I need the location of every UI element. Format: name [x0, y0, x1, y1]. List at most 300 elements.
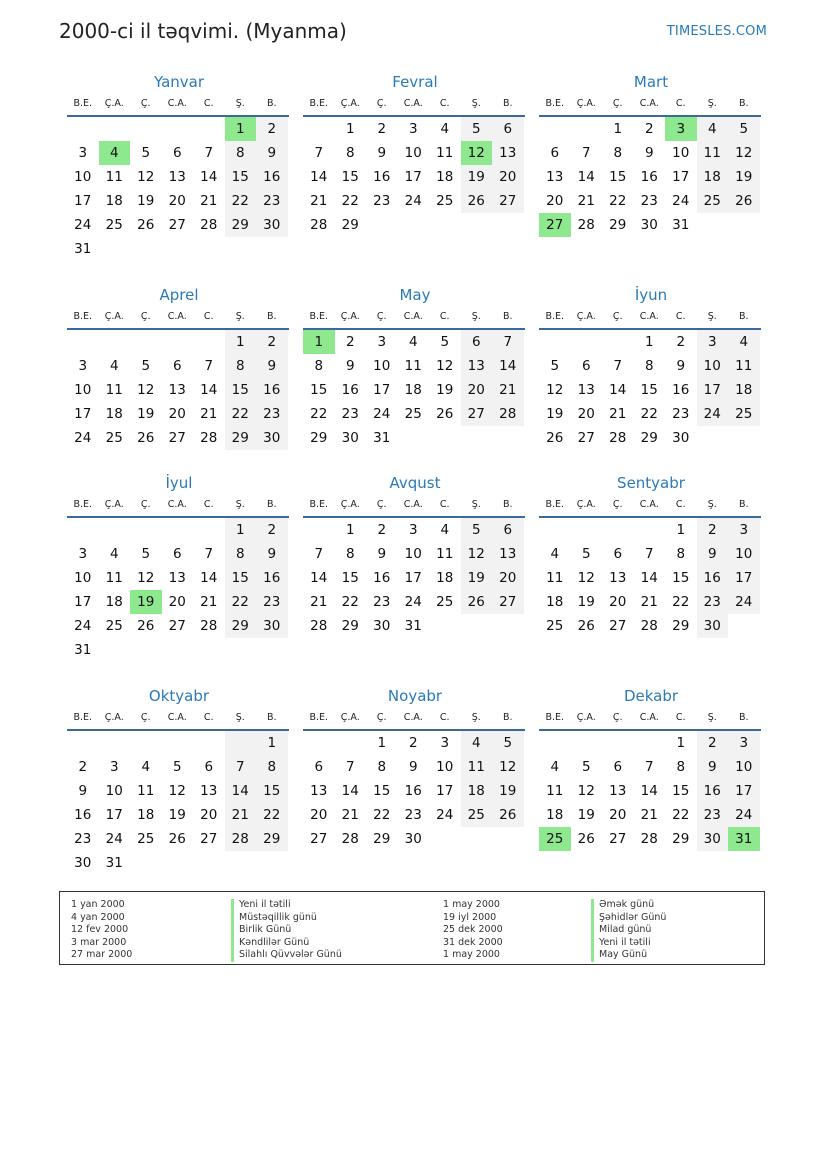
day-cell: 11	[404, 358, 422, 374]
day-cell: 5	[172, 759, 182, 775]
weekday-label: B.	[502, 712, 513, 723]
day-cell: 24	[404, 594, 422, 610]
day-cell: 30	[404, 831, 422, 847]
holiday-dates-left	[71, 899, 132, 962]
day-cell: 27	[577, 430, 595, 446]
weekday-label: Ş.	[707, 311, 717, 322]
empty-cell	[429, 614, 461, 638]
day-cell: 12	[577, 570, 595, 586]
day-cell: 4	[99, 141, 131, 165]
day-cell: 24	[373, 406, 391, 422]
day-cell: 29	[225, 614, 257, 638]
weekday-label: Ş.	[707, 98, 717, 109]
day-cell: 22	[609, 193, 627, 209]
day-cell: 21	[200, 406, 218, 422]
weekday-label: C.	[439, 712, 450, 723]
empty-cell	[539, 330, 571, 354]
day-cell: 26	[577, 618, 595, 634]
weekday-label: B.E.	[309, 311, 329, 322]
weekday-label: Ç.A.	[576, 311, 596, 322]
weekday-label: Ç.A.	[576, 499, 596, 510]
day-cell: 3	[109, 759, 119, 775]
day-cell: 26	[728, 189, 760, 213]
day-cell: 20	[168, 594, 186, 610]
day-cell: 3	[377, 334, 387, 350]
weekday-label: C.	[675, 712, 686, 723]
day-cell: 21	[577, 193, 595, 209]
day-cell: 21	[225, 803, 257, 827]
empty-cell	[162, 117, 194, 141]
day-cell: 31	[74, 642, 92, 658]
weekday-header	[539, 707, 761, 731]
day-cell: 19	[728, 165, 760, 189]
day-cell: 4	[109, 546, 119, 562]
empty-cell	[130, 117, 162, 141]
day-cell: 2	[644, 121, 654, 137]
day-cell: 11	[105, 169, 123, 185]
day-cell: 26	[436, 406, 454, 422]
day-cell: 30	[74, 855, 92, 871]
day-cell: 27	[609, 618, 627, 634]
empty-cell	[461, 614, 493, 638]
day-cell: 30	[341, 430, 359, 446]
empty-cell	[728, 426, 760, 450]
day-cell: 30	[256, 614, 288, 638]
day-cell: 3	[78, 145, 88, 161]
day-cell: 12	[137, 169, 155, 185]
holiday-names-left	[231, 899, 342, 962]
day-cell: 19	[436, 382, 454, 398]
empty-cell	[366, 213, 398, 237]
empty-cell	[697, 213, 729, 237]
empty-cell	[193, 117, 225, 141]
day-cell: 27	[539, 213, 571, 237]
day-cell: 23	[256, 402, 288, 426]
day-cell: 5	[141, 358, 151, 374]
day-cell: 16	[404, 783, 422, 799]
weekday-label: B.	[502, 499, 513, 510]
day-cell: 11	[436, 546, 454, 562]
day-cell: 13	[461, 354, 493, 378]
weekday-label: Ş.	[471, 712, 481, 723]
weekday-label: B.E.	[73, 712, 93, 723]
weekday-label: C.A.	[639, 499, 659, 510]
day-cell: 29	[256, 827, 288, 851]
day-cell: 7	[204, 546, 214, 562]
empty-cell	[539, 731, 571, 755]
day-cell: 6	[314, 759, 324, 775]
day-cell: 25	[728, 402, 760, 426]
day-cell: 23	[697, 803, 729, 827]
day-cell: 14	[200, 382, 218, 398]
month-block	[67, 285, 289, 450]
day-cell: 22	[640, 406, 658, 422]
empty-cell	[162, 518, 194, 542]
empty-cell	[99, 638, 131, 662]
day-cell: 3	[408, 121, 418, 137]
day-cell: 6	[172, 145, 182, 161]
day-cell: 6	[204, 759, 214, 775]
month-name: Aprel	[159, 286, 199, 304]
day-cell: 27	[492, 189, 524, 213]
day-cell: 16	[697, 566, 729, 590]
weekday-label: Ş.	[471, 311, 481, 322]
day-cell: 20	[168, 193, 186, 209]
day-cell: 12	[577, 783, 595, 799]
weekday-label: Ç.	[140, 712, 151, 723]
day-cell: 17	[404, 169, 422, 185]
empty-cell	[303, 117, 335, 141]
day-cell: 7	[225, 755, 257, 779]
day-cell: 3	[697, 330, 729, 354]
day-cell: 27	[310, 831, 328, 847]
day-cell: 21	[640, 807, 658, 823]
empty-cell	[335, 731, 367, 755]
day-cell: 9	[377, 546, 387, 562]
day-cell: 9	[256, 354, 288, 378]
day-cell: 15	[310, 382, 328, 398]
weekday-header	[539, 93, 761, 117]
weekday-header	[303, 707, 525, 731]
empty-cell	[162, 330, 194, 354]
day-cell: 21	[310, 594, 328, 610]
empty-cell	[602, 330, 634, 354]
day-cell: 8	[377, 759, 387, 775]
day-cell: 29	[640, 430, 658, 446]
weekday-header	[303, 93, 525, 117]
day-cell: 10	[404, 145, 422, 161]
day-cell: 4	[440, 121, 450, 137]
weekday-label: C.A.	[639, 311, 659, 322]
day-cell: 12	[137, 382, 155, 398]
holiday-name: Silahlı Qüvvələr Günü	[239, 949, 342, 961]
day-cell: 15	[672, 570, 690, 586]
day-cell: 7	[314, 546, 324, 562]
day-cell: 5	[492, 731, 524, 755]
day-cell: 5	[461, 518, 493, 542]
day-cell: 5	[461, 117, 493, 141]
day-cell: 20	[461, 378, 493, 402]
day-cell: 22	[373, 807, 391, 823]
empty-cell	[303, 518, 335, 542]
day-cell: 26	[137, 217, 155, 233]
day-cell: 9	[78, 783, 88, 799]
empty-cell	[697, 426, 729, 450]
holiday-date: 3 mar 2000	[71, 936, 127, 948]
day-cell: 13	[200, 783, 218, 799]
day-cell: 21	[492, 378, 524, 402]
day-cell: 27	[168, 430, 186, 446]
day-cell: 27	[168, 217, 186, 233]
day-cell: 9	[256, 141, 288, 165]
month-name: Sentyabr	[617, 474, 685, 492]
page-title: 2000-ci il təqvimi. (Myanma)	[59, 19, 347, 43]
day-cell: 16	[672, 382, 690, 398]
day-cell: 1	[644, 334, 654, 350]
day-cell: 11	[697, 141, 729, 165]
day-cell: 24	[404, 193, 422, 209]
day-cell: 25	[436, 594, 454, 610]
day-cell: 18	[404, 382, 422, 398]
weekday-label: B.E.	[545, 499, 565, 510]
day-cell: 28	[200, 430, 218, 446]
day-cell: 23	[256, 590, 288, 614]
day-cell: 10	[436, 759, 454, 775]
day-cell: 11	[105, 382, 123, 398]
empty-cell	[225, 237, 257, 261]
day-cell: 18	[546, 594, 564, 610]
day-cell: 8	[345, 145, 355, 161]
month-block	[303, 686, 525, 851]
weekday-label: B.	[266, 98, 277, 109]
weekday-label: C.A.	[167, 98, 187, 109]
day-cell: 14	[310, 169, 328, 185]
day-cell: 31	[728, 827, 760, 851]
weekday-label: Ş.	[471, 499, 481, 510]
day-cell: 4	[141, 759, 151, 775]
day-cell: 7	[581, 145, 591, 161]
day-cell: 9	[256, 542, 288, 566]
day-cell: 12	[492, 755, 524, 779]
day-cell: 2	[256, 117, 288, 141]
day-cell: 7	[613, 358, 623, 374]
weekday-label: C.	[675, 311, 686, 322]
day-cell: 26	[137, 430, 155, 446]
empty-cell	[193, 237, 225, 261]
holiday-date: 1 may 2000	[443, 899, 500, 910]
day-cell: 2	[676, 334, 686, 350]
day-cell: 4	[109, 358, 119, 374]
day-cell: 20	[609, 594, 627, 610]
day-cell: 28	[609, 430, 627, 446]
day-cell: 7	[345, 759, 355, 775]
empty-cell	[492, 827, 524, 851]
day-grid	[539, 518, 761, 638]
day-cell: 4	[550, 759, 560, 775]
day-cell: 9	[345, 358, 355, 374]
empty-cell	[67, 330, 99, 354]
day-cell: 1	[676, 735, 686, 751]
day-cell: 8	[225, 354, 257, 378]
day-cell: 19	[492, 779, 524, 803]
day-cell: 18	[105, 406, 123, 422]
day-cell: 22	[225, 402, 257, 426]
day-cell: 25	[539, 827, 571, 851]
holiday-name: Şəhidlər Günü	[599, 911, 667, 923]
holiday-name: Kəndlilər Günü	[239, 936, 310, 948]
day-cell: 1	[303, 330, 335, 354]
empty-cell	[193, 518, 225, 542]
weekday-header	[67, 707, 289, 731]
day-cell: 17	[373, 382, 391, 398]
empty-cell	[571, 731, 603, 755]
empty-cell	[99, 237, 131, 261]
day-cell: 2	[78, 759, 88, 775]
holiday-date: 1 may 2000	[443, 949, 500, 961]
day-cell: 14	[200, 169, 218, 185]
day-cell: 20	[168, 406, 186, 422]
day-cell: 1	[256, 731, 288, 755]
weekday-header	[67, 306, 289, 330]
day-cell: 6	[172, 358, 182, 374]
day-cell: 24	[728, 590, 760, 614]
empty-cell	[130, 330, 162, 354]
empty-cell	[461, 213, 493, 237]
day-cell: 29	[672, 831, 690, 847]
day-cell: 11	[137, 783, 155, 799]
day-cell: 16	[640, 169, 658, 185]
empty-cell	[99, 731, 131, 755]
empty-cell	[67, 731, 99, 755]
day-cell: 29	[373, 831, 391, 847]
day-cell: 19	[130, 590, 162, 614]
day-cell: 31	[105, 855, 123, 871]
day-cell: 5	[728, 117, 760, 141]
day-cell: 29	[609, 217, 627, 233]
day-cell: 2	[345, 334, 355, 350]
day-cell: 11	[105, 570, 123, 586]
day-cell: 10	[74, 382, 92, 398]
day-cell: 12	[461, 542, 493, 566]
day-cell: 26	[461, 189, 493, 213]
day-cell: 22	[341, 594, 359, 610]
day-cell: 26	[577, 831, 595, 847]
weekday-label: Ç.A.	[340, 311, 360, 322]
day-grid	[67, 731, 289, 875]
weekday-label: B.	[502, 98, 513, 109]
weekday-label: Ş.	[471, 98, 481, 109]
day-cell: 12	[546, 382, 564, 398]
weekday-label: C.A.	[403, 311, 423, 322]
day-cell: 23	[373, 193, 391, 209]
day-grid	[539, 330, 761, 450]
day-grid	[303, 330, 525, 450]
month-block	[539, 473, 761, 638]
weekday-label: B.	[738, 98, 749, 109]
day-cell: 28	[310, 618, 328, 634]
day-cell: 4	[550, 546, 560, 562]
day-cell: 6	[550, 145, 560, 161]
empty-cell	[571, 117, 603, 141]
day-cell: 25	[105, 217, 123, 233]
day-cell: 30	[697, 827, 729, 851]
weekday-label: B.E.	[545, 98, 565, 109]
day-cell: 25	[137, 831, 155, 847]
day-cell: 5	[581, 759, 591, 775]
day-cell: 5	[141, 546, 151, 562]
day-cell: 14	[200, 570, 218, 586]
day-grid	[539, 117, 761, 237]
day-cell: 26	[461, 590, 493, 614]
weekday-label: Ş.	[707, 712, 717, 723]
day-cell: 4	[697, 117, 729, 141]
month-name: İyun	[634, 286, 668, 304]
month-block	[539, 686, 761, 851]
day-cell: 10	[105, 783, 123, 799]
weekday-label: C.A.	[639, 712, 659, 723]
day-cell: 3	[440, 735, 450, 751]
day-cell: 26	[546, 430, 564, 446]
day-cell: 22	[341, 193, 359, 209]
day-cell: 17	[728, 779, 760, 803]
day-cell: 16	[256, 566, 288, 590]
day-cell: 8	[225, 141, 257, 165]
empty-cell	[193, 851, 225, 875]
day-cell: 23	[672, 406, 690, 422]
weekday-label: C.	[439, 98, 450, 109]
day-cell: 12	[137, 570, 155, 586]
weekday-label: B.E.	[309, 712, 329, 723]
weekday-label: Ş.	[707, 499, 717, 510]
day-cell: 1	[377, 735, 387, 751]
day-cell: 15	[225, 378, 257, 402]
weekday-label: B.	[738, 499, 749, 510]
day-cell: 15	[373, 783, 391, 799]
month-name: Mart	[633, 73, 669, 91]
holiday-date: 1 yan 2000	[71, 899, 125, 910]
day-cell: 19	[137, 406, 155, 422]
weekday-label: B.	[266, 499, 277, 510]
holiday-date: 4 yan 2000	[71, 911, 125, 923]
empty-cell	[539, 518, 571, 542]
day-cell: 2	[697, 518, 729, 542]
day-cell: 19	[168, 807, 186, 823]
day-cell: 18	[461, 779, 493, 803]
day-cell: 2	[256, 518, 288, 542]
day-cell: 13	[609, 570, 627, 586]
day-cell: 11	[728, 354, 760, 378]
day-cell: 21	[200, 193, 218, 209]
day-cell: 19	[577, 594, 595, 610]
day-cell: 22	[225, 189, 257, 213]
day-cell: 10	[404, 546, 422, 562]
day-cell: 15	[609, 169, 627, 185]
day-cell: 13	[310, 783, 328, 799]
weekday-label: Ş.	[235, 712, 245, 723]
day-cell: 28	[341, 831, 359, 847]
empty-cell	[193, 731, 225, 755]
day-cell: 23	[74, 831, 92, 847]
weekday-label: B.E.	[309, 499, 329, 510]
month-name: Noyabr	[387, 687, 443, 705]
day-cell: 21	[341, 807, 359, 823]
day-cell: 18	[105, 594, 123, 610]
site-logo-link[interactable]: TIMESLES.COM	[666, 24, 767, 39]
empty-cell	[429, 426, 461, 450]
day-cell: 19	[461, 165, 493, 189]
weekday-label: C.A.	[403, 499, 423, 510]
day-cell: 13	[609, 783, 627, 799]
weekday-label: Ç.A.	[340, 98, 360, 109]
day-cell: 17	[697, 378, 729, 402]
day-cell: 2	[377, 522, 387, 538]
month-name: Yanvar	[153, 73, 205, 91]
day-cell: 25	[105, 430, 123, 446]
empty-cell	[571, 330, 603, 354]
weekday-label: B.	[266, 311, 277, 322]
day-cell: 19	[546, 406, 564, 422]
day-cell: 11	[546, 570, 564, 586]
day-cell: 5	[440, 334, 450, 350]
day-cell: 3	[78, 546, 88, 562]
day-cell: 7	[644, 546, 654, 562]
day-cell: 28	[640, 831, 658, 847]
holiday-date: 25 dek 2000	[443, 924, 503, 936]
day-cell: 7	[492, 330, 524, 354]
day-cell: 24	[728, 803, 760, 827]
day-cell: 31	[373, 430, 391, 446]
day-cell: 14	[577, 169, 595, 185]
